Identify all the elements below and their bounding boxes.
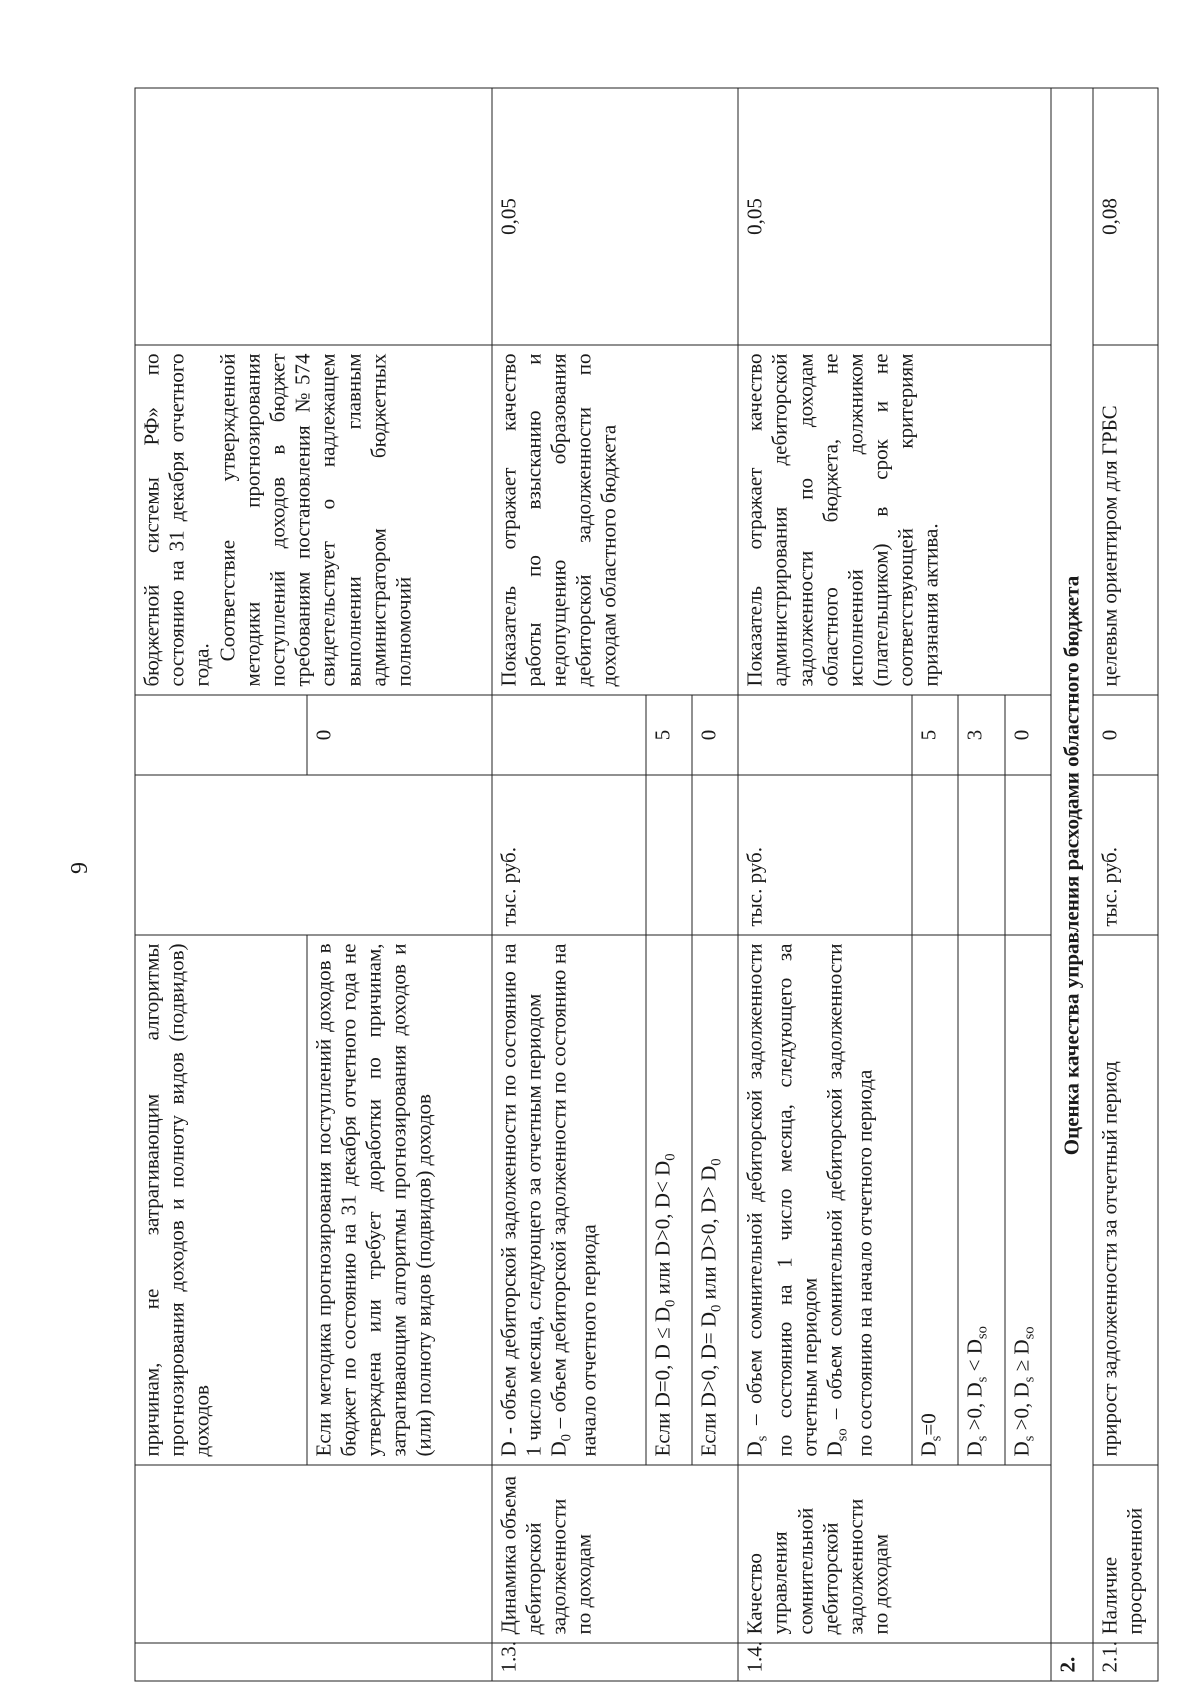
cell-unit-empty — [1005, 775, 1051, 935]
cell-unit-empty — [692, 775, 738, 935]
cell-description-continued — [135, 345, 492, 695]
description-text-b: Соответствие утвержденной методики прогнозирования поступлений доходов в бюджет требованиям постановления №574 свидетельствует о надлежащем выполнении главным администратором бюджетных полномочий — [215, 353, 416, 687]
table-row-1-4 — [738, 88, 912, 1681]
cell-condition: $D_s=0$ — [912, 935, 958, 1465]
cell-method: прирост задолженности за отчетный период — [1093, 935, 1158, 1465]
cell-method — [492, 935, 646, 1465]
cell-weight: 0,05 — [738, 88, 1051, 345]
cell-unit-empty — [958, 775, 1004, 935]
method-line-d: D - объем дебиторской задолженности по состоянию на 1 число месяца, следующего за отчетным периодом — [496, 943, 546, 1457]
cell-num-empty — [135, 1643, 492, 1681]
table-row-section-2 — [1051, 88, 1093, 1681]
cell-score: 0 — [1005, 695, 1051, 775]
cell-condition: $D_s >0$, $D_s \ge D_{so}$ — [1005, 935, 1051, 1465]
cell-score: 0 — [692, 695, 738, 775]
indicators-table — [135, 88, 1159, 1682]
method-line-ds: $D_s$ – объем сомнительной дебиторской задолженности по состоянию на 1 число месяца, следующего за отчетным периодом — [742, 943, 822, 1457]
cell-score: 5 — [646, 695, 692, 775]
cell-method — [738, 935, 912, 1465]
cell-unit: тыс. руб. — [492, 775, 646, 935]
cell-score-empty — [492, 695, 646, 775]
cell-score: 5 — [912, 695, 958, 775]
cell-score: 0 — [1093, 695, 1158, 775]
description-text-a: бюджетной системы РФ» по состоянию на 31 декабря отчетного года. — [139, 353, 214, 687]
cell-score: 3 — [958, 695, 1004, 775]
cell-method-not-approved: Если методика прогнозирования поступлений доходов в бюджет по состоянию на 31 декабря отчетного года не утверждена или требует доработки по причинам, затрагивающим алгоритмы прогнозирования доходов и (или) полноту видов (подвидов) доходов — [307, 935, 492, 1465]
cell-weight: 0,08 — [1093, 88, 1158, 345]
cell-score-empty — [135, 695, 307, 775]
cell-description: Показатель отражает качество работы по взысканию и недопущению образования дебиторской задолженности по доходам областного бюджета — [492, 345, 739, 695]
cell-num: 1.3. — [492, 1643, 739, 1681]
cell-num: 1.4. — [738, 1643, 1051, 1681]
cell-name: Наличие просроченной — [1093, 1465, 1158, 1643]
cell-name-empty — [135, 1465, 492, 1643]
cell-unit-empty — [912, 775, 958, 935]
cell-unit: тыс. руб. — [738, 775, 912, 935]
cell-num: 2.1. — [1093, 1643, 1158, 1681]
table-row-2-1 — [1093, 88, 1158, 1681]
cell-condition: Если D>0, $D= D_0$ или D>0, $D> D_0$ — [692, 935, 738, 1465]
rotated-table-sheet — [135, 89, 1159, 1682]
cell-description: целевым ориентиром для ГРБС — [1093, 345, 1158, 695]
cell-condition: Если D=0, $D \le D_0$ или D>0, $D< D_0$ — [646, 935, 692, 1465]
cell-description: Показатель отражает качество администрирования дебиторской задолженности по доходам областного бюджета, не исполненной должником (плательщиком) в срок и не соответствующей критериям признания актива. — [738, 345, 1051, 695]
method-line-dso: $D_{so}$ – объем сомнительной дебиторской задолженности по состоянию на начало отчетного периода — [822, 943, 877, 1457]
cell-section-num: 2. — [1051, 1643, 1093, 1681]
cell-unit-empty — [135, 775, 492, 935]
cell-name: Качество управления сомнительной дебиторской задолженности по доходам — [738, 1465, 1051, 1643]
cell-unit-empty — [646, 775, 692, 935]
cell-method-continued: причинам, не затрагивающим алгоритмы прогнозирования доходов и полноту видов (подвидов) доходов — [135, 935, 307, 1465]
cell-weight: 0,05 — [492, 88, 739, 345]
cell-score-zero: 0 — [307, 695, 492, 775]
page-number: 9 — [67, 862, 93, 874]
cell-unit: тыс. руб. — [1093, 775, 1158, 935]
cell-score-empty — [738, 695, 912, 775]
method-line-d0: $D_0$ – объем дебиторской задолженности по состоянию на начало отчетного периода — [546, 943, 601, 1457]
cell-name: Динамика объема дебиторской задолженности по доходам — [492, 1465, 739, 1643]
cell-weight-empty — [135, 88, 492, 345]
cell-condition: $D_s >0$, $D_s < D_{so}$ — [958, 935, 1004, 1465]
table-row-1-3 — [492, 88, 646, 1681]
table-row-continued — [135, 88, 307, 1681]
section-heading: Оценка качества управления расходами областного бюджета — [1051, 88, 1093, 1643]
